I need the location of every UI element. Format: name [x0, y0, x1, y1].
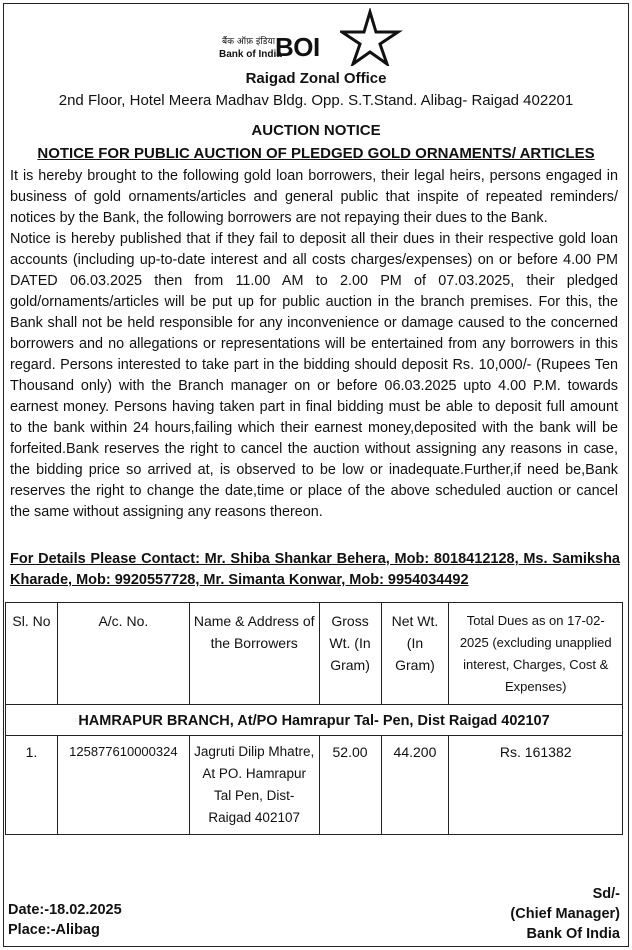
notice-title: AUCTION NOTICE [251, 122, 381, 139]
notice-place: Place:-Alibag [8, 922, 100, 938]
signatory-bank: Bank Of India [526, 926, 620, 942]
contact-details: For Details Please Contact: Mr. Shiba Shankar Behera, Mob: 8018412128, Ms. Samiksha Kharade, Mob: 9920557728, Mr. Simanta Konwar, Mob: 9954034492 [10, 551, 620, 588]
borrowers-table [5, 602, 623, 835]
notice-body [10, 166, 618, 523]
star-icon [340, 8, 406, 66]
cell-net-weight: 44.200 [381, 736, 449, 835]
header-gross-weight: Gross Wt. (In Gram) [319, 603, 381, 705]
header-borrower-name: Name & Address of the Borrowers [189, 603, 319, 705]
signature-block [510, 884, 620, 944]
table-header-row [6, 603, 623, 705]
bank-logo [0, 8, 632, 64]
header-total-dues: Total Dues as on 17-02-2025 (excluding unapplied interest, Charges, Cost & Expenses) [449, 603, 623, 705]
signatory-designation: (Chief Manager) [510, 906, 620, 922]
cell-sl-no: 1. [6, 736, 58, 835]
notice-date: Date:-18.02.2025 [8, 902, 122, 918]
branch-name: HAMRAPUR BRANCH, At/PO Hamrapur Tal- Pen, Dist Raigad 402107 [6, 705, 623, 736]
logo-hindi-text: बैंक ऑफ़ इंडिया [222, 37, 276, 47]
zonal-office-address: 2nd Floor, Hotel Meera Madhav Bldg. Opp. S.T.Stand. Alibag- Raigad 402201 [58, 92, 574, 109]
cell-borrower-name: Jagruti Dilip Mhatre, At PO. Hamrapur Tal Pen, Dist-Raigad 402107 [189, 736, 319, 835]
signature-sd: Sd/- [592, 886, 620, 902]
cell-account-no: 125877610000324 [57, 736, 189, 835]
table-row [6, 736, 623, 835]
logo-bank-name: Bank of India [219, 49, 282, 60]
date-place-block [8, 900, 122, 940]
zonal-office-name: Raigad Zonal Office [245, 70, 387, 87]
notice-paragraph-1: It is hereby brought to the following gold loan borrowers, their legal heirs, persons engaged in business of gold ornaments/articles and general public that inspite of repeated reminders/ notices by the Bank, the following borrowers are not repaying their dues to the Bank. [10, 168, 618, 226]
header-net-weight: Net Wt. (In Gram) [381, 603, 449, 705]
header-account-no: A/c. No. [57, 603, 189, 705]
logo-boi-text: BOI [275, 32, 320, 62]
header-sl-no: Sl. No [6, 603, 58, 705]
notice-subtitle: NOTICE FOR PUBLIC AUCTION OF PLEDGED GOLD ORNAMENTS/ ARTICLES [37, 145, 595, 162]
cell-gross-weight: 52.00 [319, 736, 381, 835]
branch-row [6, 705, 623, 736]
notice-paragraph-2: Notice is hereby published that if they fail to deposit all their dues in their respective gold loan accounts (including up-to-date interest and all costs charges/expenses) on or before 4.00 PM DATED 06.03.2025 then from 11.00 AM to 2.00 PM of 07.03.2025, their pledged gold/ornaments/articles will be put up for public auction in the branch premises. For this, the Bank shall not be held responsible for any inconvenience or damage caused to the concerned borrowers and no allegations or representations will be entertained from any borrowers in this regard. Persons interested to take part in the bidding should deposit Rs. 10,000/- (Rupees Ten Thousand only) with the Branch manager on or before 06.03.2025 upto 4.00 P.M. towards earnest money. Persons having taken part in final bidding must be able to deposit full amount to the bank within 24 hours,failing which their earnest money,deposited with the bank will be forfeited.Bank reserves the right to cancel the auction without assigning any reasons in case, the bidding price so arrived at, is observed to be low or inadequate.Further,if need be,Bank reserves the right to change the date,time or place of the above scheduled auction or cancel the same without assigning any reasons thereon. [10, 231, 618, 520]
cell-total-dues: Rs. 161382 [449, 736, 623, 835]
